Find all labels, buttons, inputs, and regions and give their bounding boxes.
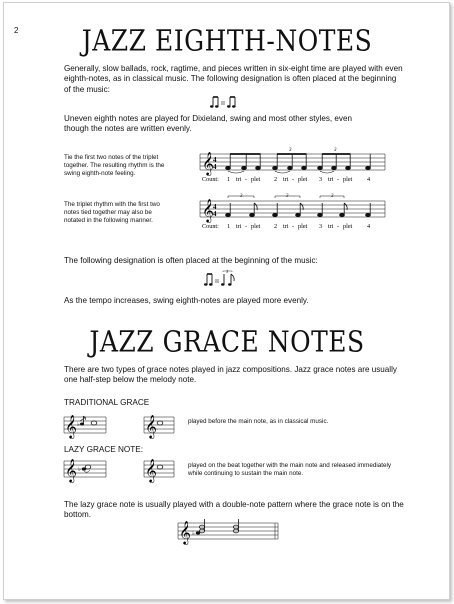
svg-text:♭: ♭ xyxy=(78,467,81,473)
svg-text:1: 1 xyxy=(227,176,231,183)
treble-clef-icon: 𝄞 xyxy=(202,151,214,175)
svg-text:plet: plet xyxy=(251,176,261,183)
svg-text:plet: plet xyxy=(298,223,308,230)
section-title-eighth-notes: JAZZ EIGHTH-NOTES xyxy=(81,23,373,58)
grace-intro-paragraph: There are two types of grace notes played in jazz compositions. Jazz grace notes are usually one half-step below the melody note. xyxy=(64,365,397,385)
staff-example-1 xyxy=(200,148,390,188)
svg-text:plet: plet xyxy=(343,223,353,230)
svg-text:plet: plet xyxy=(343,176,353,183)
svg-text:𝄞: 𝄞 xyxy=(145,414,157,438)
page-number: 2 xyxy=(14,26,19,35)
svg-text:plet: plet xyxy=(298,176,308,183)
traditional-grace-heading: TRADITIONAL GRACE xyxy=(64,398,150,407)
even-eighths-designation-icon xyxy=(210,94,240,110)
svg-text:tri: tri xyxy=(328,176,334,183)
intro-paragraph: Generally, slow ballads, rock, ragtime, and pieces written in six-eight time are played with even eighth-notes, as in classical music. The following designation is often placed at the beginning of the music: xyxy=(64,64,403,94)
svg-text:tri: tri xyxy=(236,176,242,183)
lazy-grace-desc: played on the beat together with the main note and released immediately while continuing to sustain the main note. xyxy=(188,462,392,478)
section-title-grace-notes: JAZZ GRACE NOTES xyxy=(89,324,365,359)
designation-paragraph: The following designation is often placed at the beginning of the music: xyxy=(64,256,318,265)
lazy-grace-heading: LAZY GRACE NOTE: xyxy=(64,445,144,454)
svg-text:𝄞: 𝄞 xyxy=(65,458,77,482)
svg-text:4: 4 xyxy=(213,210,217,218)
traditional-grace-staves xyxy=(64,411,176,439)
lazy-grace-staves xyxy=(64,455,176,485)
traditional-grace-desc: played before the main note, as in classical music. xyxy=(188,418,329,425)
svg-text:4: 4 xyxy=(213,203,217,211)
svg-text:2: 2 xyxy=(274,223,278,230)
svg-text:-: - xyxy=(245,223,248,230)
svg-text:3: 3 xyxy=(334,148,337,153)
svg-text:plet: plet xyxy=(251,223,261,230)
svg-text:𝄞: 𝄞 xyxy=(145,458,157,482)
svg-text:𝄞: 𝄞 xyxy=(179,520,191,544)
svg-text:Count:: Count: xyxy=(202,223,219,230)
svg-text:4: 4 xyxy=(213,156,217,164)
treble-clef-icon: 𝄞 xyxy=(202,198,214,222)
count-row-1 xyxy=(202,176,370,183)
tempo-paragraph: As the tempo increases, swing eighth-notes are played more evenly. xyxy=(64,296,309,305)
svg-text:tri: tri xyxy=(283,223,289,230)
svg-text:3: 3 xyxy=(319,223,323,230)
double-note-paragraph: The lazy grace note is usually played with a double-note pattern where the grace note is on the bottom. xyxy=(64,500,404,520)
svg-text:𝄞: 𝄞 xyxy=(65,414,77,438)
svg-text:1: 1 xyxy=(227,223,231,230)
svg-text:Count:: Count: xyxy=(202,176,219,183)
svg-text:3: 3 xyxy=(240,194,243,199)
example2-text: The triplet rhythm with the first two notes tied together may also be notated in the following manner. xyxy=(64,201,160,225)
example1-text: Tie the first two notes of the triplet together. The resulting rhythm is the swing eighth-note feeling. xyxy=(64,154,165,178)
svg-text:♭: ♭ xyxy=(77,422,80,428)
svg-text:-: - xyxy=(337,223,340,230)
svg-text:3: 3 xyxy=(319,176,323,183)
svg-text:-: - xyxy=(292,176,295,183)
swing-designation-icon xyxy=(204,270,244,288)
svg-text:3: 3 xyxy=(289,148,292,153)
svg-text:-: - xyxy=(245,176,248,183)
svg-text:2: 2 xyxy=(274,176,278,183)
double-note-staff xyxy=(178,517,283,545)
svg-text:4: 4 xyxy=(367,223,371,230)
svg-text:tri: tri xyxy=(283,176,289,183)
svg-text:4: 4 xyxy=(367,176,371,183)
count-row-2 xyxy=(202,223,370,230)
svg-text:3: 3 xyxy=(331,194,334,199)
svg-text:tri: tri xyxy=(328,223,334,230)
svg-text:3: 3 xyxy=(226,269,229,274)
svg-text:4: 4 xyxy=(213,163,217,171)
uneven-paragraph: Uneven eighth notes are played for Dixieland, swing and most other styles, even though the notes are written evenly. xyxy=(64,114,352,134)
staff-example-2 xyxy=(200,193,390,233)
svg-text:-: - xyxy=(337,176,340,183)
svg-text:3: 3 xyxy=(286,194,289,199)
svg-text:-: - xyxy=(292,223,295,230)
svg-text:♭: ♭ xyxy=(192,531,195,537)
svg-text:tri: tri xyxy=(236,223,242,230)
